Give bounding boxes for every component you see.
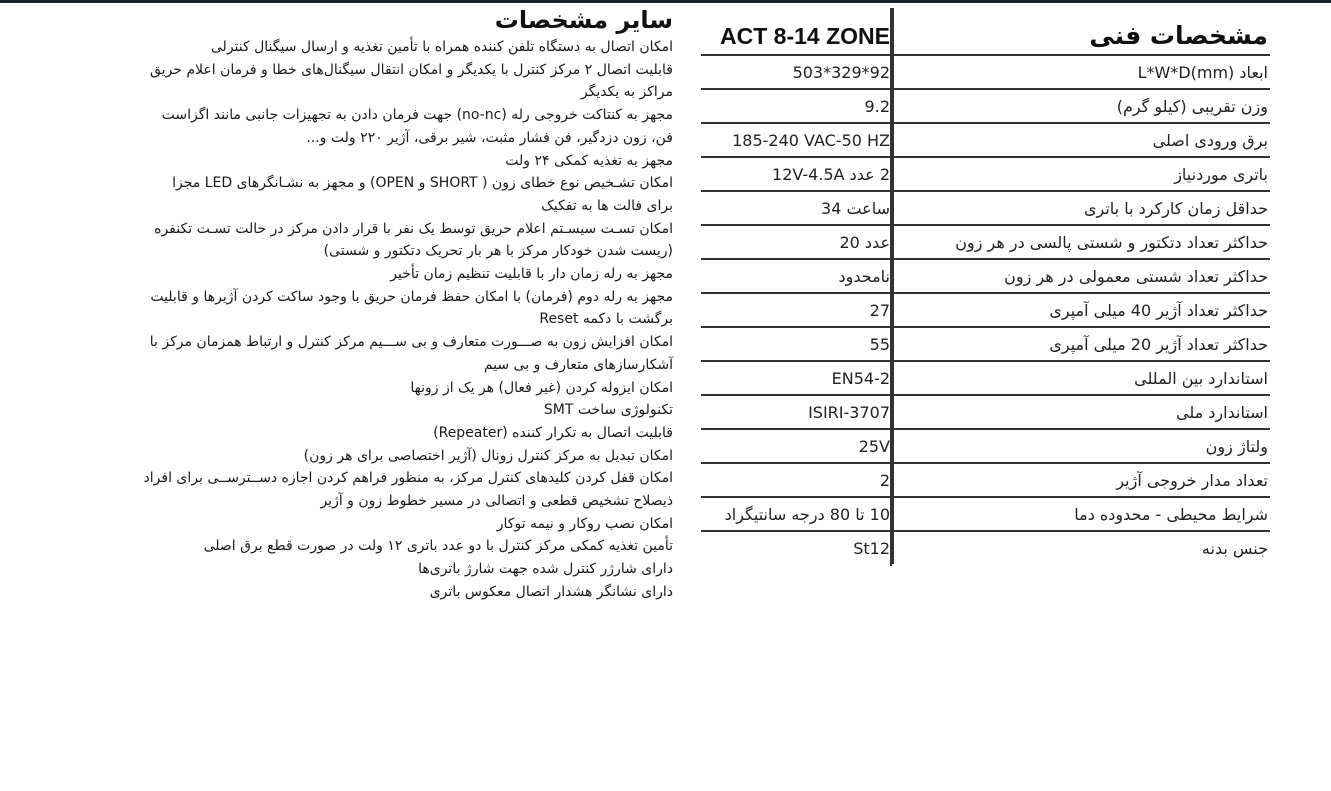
spec-table-title: مشخصات فنی — [1089, 21, 1268, 50]
feature-line: مجهز به رله زمان دار با قابلیت تنظیم زمان تأخیر — [390, 266, 673, 283]
spec-value — [701, 260, 894, 292]
spec-label: حداقل زمان کارکرد با باتری — [1083, 198, 1268, 218]
spec-row — [701, 396, 1270, 430]
feature-line: تکنولوژی ساخت SMT — [543, 402, 673, 419]
feature-line: دارای نشانگر هشدار اتصال معکوس باتری — [429, 583, 673, 600]
spec-value — [701, 192, 894, 224]
spec-value — [701, 328, 894, 360]
feature-line: امکان ایزوله کردن (غیر فعال) هر یک از زونها — [410, 379, 673, 396]
spec-value-text: عدد 20 — [839, 232, 890, 252]
spec-value-text: 185-240 VAC-50 HZ — [732, 130, 890, 150]
spec-label: تعداد مدار خروجی آژیر — [1116, 470, 1268, 490]
feature-line: برگشت با دکمه Reset — [539, 311, 673, 328]
feature-line: قابلیت اتصال ۲ مرکز کنترل با یکدیگر و امکان انتقال سیگنال‌های خطا و فرمان اعلام حریق — [150, 61, 673, 78]
spec-row — [701, 158, 1270, 192]
spec-table — [701, 8, 1270, 564]
other-features-title: سایر مشخصات — [494, 6, 673, 34]
other-features-section — [48, 4, 673, 604]
spec-value — [701, 124, 894, 156]
feature-line: امکان تشـخیص نوع خطای زون ( SHORT و OPEN) و مجهز به نشـانگرهای LED مجزا — [172, 175, 673, 192]
other-features-list — [48, 36, 673, 604]
spec-row — [701, 124, 1270, 158]
feature-line: مراکز به یکدیگر — [580, 84, 673, 101]
spec-label: حداکثر تعداد آژیر 40 میلی آمپری — [1049, 300, 1268, 320]
spec-value-text: 9.2 — [864, 96, 890, 116]
spec-value-text: ISIRI-3707 — [808, 402, 890, 422]
spec-value-text: St12 — [853, 538, 890, 558]
spec-label: حداکثر تعداد دتکتور و شستی پالسی در هر زون — [955, 232, 1268, 252]
feature-line: امکان تسـت سیسـتم اعلام حریق توسط یک نفر با قرار دادن مرکز در حالت تسـت تکنفره — [154, 220, 673, 237]
spec-value — [701, 498, 894, 530]
spec-label: استاندارد ملی — [1176, 402, 1268, 422]
feature-line: (ریست شدن خودکار مرکز با هر بار تحریک دتکتور و شستی) — [323, 243, 673, 260]
spec-table-header — [701, 8, 1270, 56]
spec-value-text: 27 — [869, 300, 890, 320]
spec-value — [701, 56, 894, 88]
spec-label: ابعاد (L*W*D(mm — [1137, 62, 1268, 82]
spec-row — [701, 90, 1270, 124]
feature-line: تأمین تغذیه کمکی مرکز کنترل با دو عدد باتری ۱۲ ولت در صورت قطع برق اصلی — [203, 538, 673, 555]
spec-label: استاندارد بین المللی — [1134, 368, 1268, 388]
spec-value — [701, 294, 894, 326]
spec-value — [701, 430, 894, 462]
spec-value — [701, 396, 894, 428]
spec-value — [701, 362, 894, 394]
spec-value-text: 10 تا 80 درجه سانتیگراد — [724, 504, 890, 524]
spec-row — [701, 192, 1270, 226]
spec-value — [701, 90, 894, 122]
spec-row — [701, 430, 1270, 464]
spec-label: حداکثر تعداد آژیر 20 میلی آمپری — [1049, 334, 1268, 354]
feature-line: امکان نصب روکار و نیمه توکار — [496, 515, 673, 532]
spec-value-text: 503*329*92 — [792, 62, 890, 82]
spec-value-text: نامحدود — [838, 266, 890, 286]
feature-line: برای فالت ها به تفکیک — [541, 197, 673, 214]
spec-row — [701, 362, 1270, 396]
feature-line: ذیصلاح تشخیص قطعی و اتصالی در مسیر خطوط زون و آژیر — [320, 493, 673, 510]
spec-value-text: 2 — [879, 470, 890, 490]
spec-row — [701, 294, 1270, 328]
spec-row — [701, 260, 1270, 294]
spec-value-text: EN54-2 — [831, 368, 890, 388]
spec-value — [701, 532, 894, 564]
feature-line: مجهز به تغذیه کمکی ۲۴ ولت — [505, 152, 673, 169]
spec-table-model: ACT 8-14 ZONE — [701, 8, 894, 54]
spec-row — [701, 532, 1270, 564]
feature-line: آشکارسازهای متعارف و بی سیم — [483, 356, 673, 373]
spec-label: ولتاژ زون — [1205, 436, 1268, 456]
feature-line: امکان قفل کردن کلیدهای کنترل مرکز، به منظور فراهم کردن اجازه دســترســی برای افراد — [143, 470, 673, 487]
spec-value-text: 55 — [869, 334, 890, 354]
spec-label: باتری موردنیاز — [1174, 164, 1268, 184]
spec-label: برق ورودی اصلی — [1152, 130, 1268, 150]
spec-row — [701, 464, 1270, 498]
feature-line: امکان اتصال به دستگاه تلفن کننده همراه با تأمین تغذیه و ارسال سیگنال کنترلی — [210, 39, 673, 55]
spec-value-text: ساعت 34 — [821, 198, 890, 218]
spec-row — [701, 328, 1270, 362]
spec-label: شرایط محیطی - محدوده دما — [1074, 504, 1268, 524]
spec-value — [701, 226, 894, 258]
spec-label: جنس بدنه — [1201, 538, 1268, 558]
feature-line: مجهز به کنتاکت خروجی رله (no-nc) جهت فرمان دادن به تجهیزات جانبی مانند اگزاست — [161, 107, 673, 124]
spec-row — [701, 498, 1270, 532]
spec-value-text: 2 عدد 12V-4.5A — [772, 164, 890, 184]
feature-line: فن، زون دزدگیر، فن فشار مثبت، شیر برقی، آژیر ۲۲۰ ولت و... — [306, 129, 673, 146]
spec-value — [701, 464, 894, 496]
feature-line: قابلیت اتصال به تکرار کننده (Repeater) — [433, 424, 673, 441]
spec-label: حداکثر تعداد شستی معمولی در هر زون — [1004, 266, 1268, 286]
spec-row — [701, 226, 1270, 260]
feature-line: دارای شارژر کنترل شده جهت شارژ باتری‌ها — [418, 561, 673, 578]
feature-line: مجهز به رله دوم (فرمان) با امکان حفظ فرمان حریق با وجود ساکت کردن آژیرها و قابلیت — [150, 288, 673, 305]
spec-value-text: 25V — [858, 436, 890, 456]
spec-row — [701, 56, 1270, 90]
spec-value — [701, 158, 894, 190]
spec-table-body — [701, 56, 1270, 564]
top-border — [0, 0, 1331, 3]
spec-label: وزن تقریبی (کیلو گرم) — [1116, 96, 1268, 116]
feature-line: امکان تبدیل به مرکز کنترل زونال (آژیر اختصاصی برای هر زون) — [303, 447, 673, 464]
feature-line: امکان افزایش زون به صـــورت متعارف و بی ســـیم مرکز کنترل و ارتباط همزمان مرکز با — [149, 334, 673, 351]
